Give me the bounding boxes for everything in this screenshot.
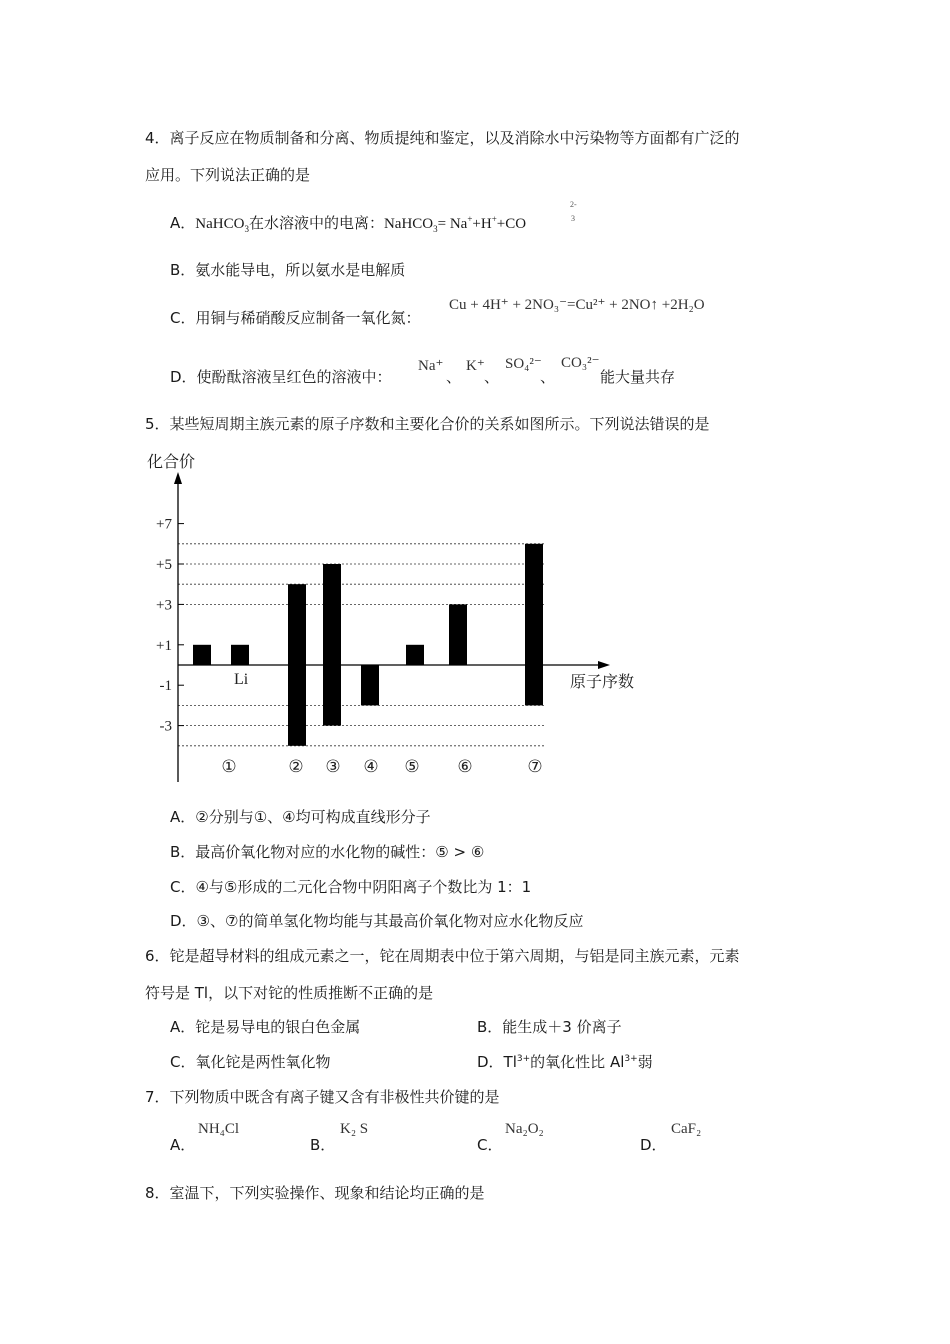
y-tick-label: +3	[156, 597, 172, 614]
q7-stem: 7．下列物质中既含有离子键又含有非极性共价键的是	[145, 1088, 500, 1106]
q4-stem-line1: 4．离子反应在物质制备和分离、物质提纯和鉴定，以及消除水中污染物等方面都有广泛的	[145, 129, 740, 147]
q6-option-d	[477, 1051, 653, 1072]
q7-a-label: A．	[170, 1136, 196, 1154]
element-label: ⑦	[527, 757, 543, 777]
d-pre: D．Tl	[477, 1053, 517, 1071]
formula-eq: = Na	[437, 216, 468, 232]
q5-option-d: D．③、⑦的简单氢化物均能与其最高价氧化物对应水化物反应	[170, 912, 584, 930]
chart-ylabel: 化合价	[147, 452, 196, 471]
bar	[361, 665, 379, 705]
superscript: +	[491, 214, 497, 224]
y-tick-label: +1	[156, 637, 172, 654]
bar	[449, 604, 467, 665]
q4-d-sep1: 、	[446, 368, 462, 386]
element-label: ④	[363, 757, 379, 777]
y-ticks	[156, 517, 184, 735]
q4-d-ion3: SO₄²⁻	[505, 356, 542, 372]
q6-option-a: A．铊是易导电的银白色金属	[170, 1018, 361, 1036]
d-end: 弱	[637, 1053, 653, 1071]
element-label: ②	[288, 757, 304, 777]
q7-a-formula: NH₄Cl	[198, 1121, 240, 1137]
q4-d-sep3: 、	[540, 368, 556, 386]
q8-stem: 8．室温下，下列实验操作、现象和结论均正确的是	[145, 1184, 485, 1202]
q5-option-b: B．最高价氧化物对应的水化物的碱性：⑤ > ⑥	[170, 843, 485, 861]
q4-d-ion1: Na⁺	[418, 358, 444, 374]
q6-option-c: C．氧化铊是两性氧化物	[170, 1053, 331, 1071]
element-label: ①	[221, 757, 237, 777]
q4-option-d: D．使酚酞溶液呈红色的溶液中：	[170, 368, 392, 386]
option-text: 在水溶液中的电离：	[248, 214, 384, 232]
q7-b-label: B．	[310, 1136, 336, 1154]
subscript: 3	[244, 224, 249, 234]
superscript: 3+	[624, 1054, 638, 1064]
option-label: A．	[170, 214, 196, 232]
q4-d-ion4: CO₃²⁻	[561, 355, 600, 371]
superscript: 3+	[516, 1054, 531, 1064]
y-tick-label: -1	[159, 678, 172, 695]
formula-co: +CO	[496, 216, 527, 232]
x-axis-label: 原子序数	[570, 672, 635, 691]
subscript: 3	[433, 224, 438, 234]
formula: NaHCO	[195, 216, 245, 232]
q4-a-charge: 2-	[570, 200, 577, 209]
li-annotation: Li	[234, 671, 249, 688]
q7-d-formula: CaF₂	[671, 1121, 702, 1137]
q7-c-formula: Na₂O₂	[505, 1121, 544, 1137]
q4-c-formula: Cu + 4H⁺ + 2NO₃⁻=Cu²⁺ + 2NO↑ +2H₂O	[449, 297, 705, 313]
bar	[288, 584, 306, 746]
x-axis-arrow	[598, 661, 610, 669]
q7-d-label: D．	[640, 1136, 667, 1154]
q7-c-label: C．	[477, 1136, 503, 1154]
q5-option-a: A．②分别与①、④均可构成直线形分子	[170, 808, 431, 826]
element-labels	[221, 757, 542, 777]
y-tick-label: +5	[156, 557, 172, 573]
superscript: +	[467, 214, 473, 224]
q4-stem-line2: 应用。下列说法正确的是	[145, 166, 311, 184]
q6-option-b: B．能生成＋3 价离子	[477, 1018, 622, 1036]
y-axis-arrow	[174, 472, 182, 484]
y-tick-label: +7	[156, 516, 172, 533]
bar	[193, 645, 211, 665]
q4-d-ion2: K⁺	[466, 358, 485, 374]
element-label: ③	[325, 757, 341, 777]
y-tick-label: -3	[159, 718, 172, 735]
bar	[323, 564, 341, 726]
q5-option-c: C．④与⑤形成的二元化合物中阴阳离子个数比为 1：1	[170, 878, 532, 896]
q6-stem-line1: 6．铊是超导材料的组成元素之一，铊在周期表中位于第六周期，与铝是同主族元素，元素	[145, 947, 740, 965]
bar	[231, 645, 249, 665]
q4-a-subscript: 3	[571, 214, 575, 223]
q4-d-tail: 能大量共存	[600, 368, 676, 386]
element-label: ⑥	[457, 757, 473, 777]
d-mid: 的氧化性比 Al	[530, 1053, 625, 1071]
q4-option-b: B．氨水能导电，所以氨水是电解质	[170, 261, 406, 279]
element-label: ⑤	[404, 757, 420, 777]
bars	[193, 544, 543, 746]
bar	[525, 544, 543, 706]
q7-b-formula: K₂ S	[340, 1121, 369, 1137]
q5-stem: 5．某些短周期主族元素的原子序数和主要化合价的关系如图所示。下列说法错误的是	[145, 415, 710, 433]
formula-h: +H	[472, 216, 492, 232]
bar	[406, 645, 424, 665]
q4-option-c: C．用铜与稀硝酸反应制备一氧化氮：	[170, 309, 421, 327]
formula: NaHCO	[383, 216, 434, 232]
q6-stem-line2: 符号是 Tl，以下对铊的性质推断不正确的是	[145, 984, 434, 1002]
q4-d-sep2: 、	[484, 368, 500, 386]
